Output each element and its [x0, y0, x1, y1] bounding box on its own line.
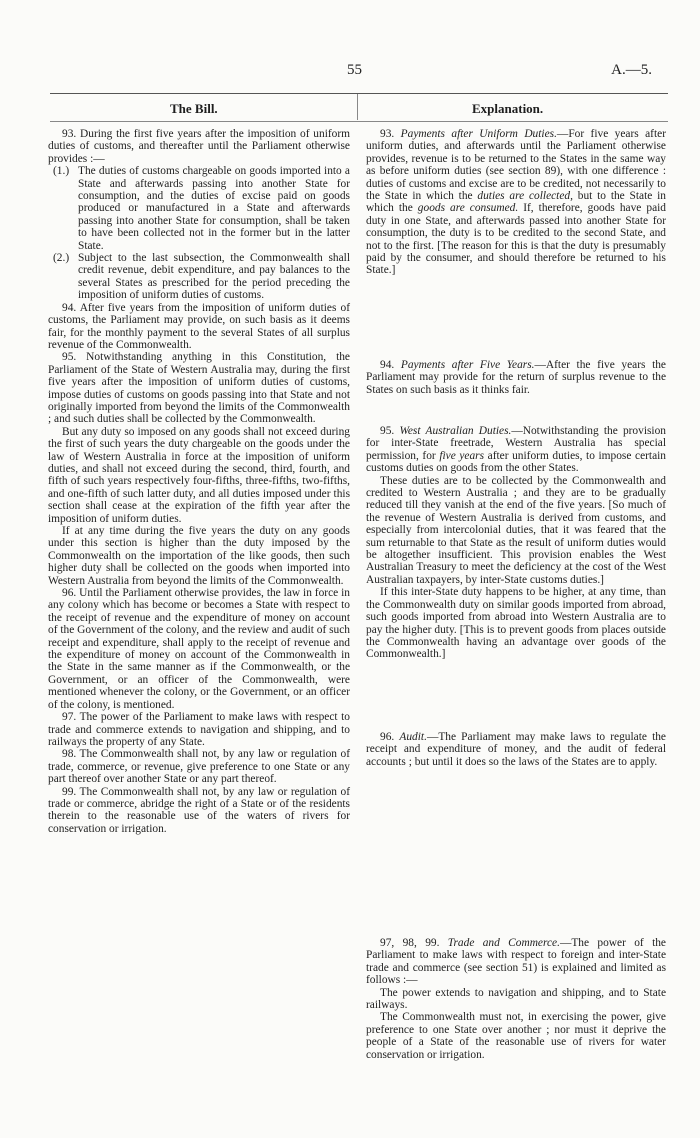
subsection-text: The duties of customs chargeable on goods imported into a State and afterwards passing into another State for consumption, and the duties of excise paid on goods produced or manufactured in a State and afterwards passing into another State for consumption, shall be taken to have been collected not in the former but in the latter State. — [78, 165, 350, 252]
explanation-heading: Payments after Uniform Duties. — [400, 128, 557, 140]
explanation-number: 95. — [380, 425, 395, 437]
explanation-95-text — [366, 425, 666, 475]
page-header — [0, 62, 700, 82]
page-number: 55 — [347, 62, 362, 78]
explanation-text: —The Parliament may make laws to regulate the receipt and expenditure of money, and the audit of federal accounts ; but until it does so the laws of the States are to apply. — [366, 731, 666, 768]
explanation-93-text — [366, 128, 666, 277]
explanation-text: —For five years after uniform duties, and afterwards until the Parliament otherwise provides, revenue is to be returned to the States in the same way as before uniform duties (see section 89), with one difference : duties of customs and excise are to be credited, not necessarily to the State in which the — [366, 128, 666, 203]
bill-section-97: 97. The power of the Parliament to make laws with respect to trade and commerce extends to navigation and shipping, and to railways the property of any State. — [48, 711, 350, 748]
bill-section-98: 98. The Commonwealth shall not, by any law or regulation of trade, commerce, or revenue, give preference to one State or any part thereof over another State or any part thereof. — [48, 748, 350, 786]
explanation-emphasis: five years — [439, 449, 485, 462]
subsection-text: Subject to the last subsection, the Commonwealth shall credit revenue, debit expenditure, and pay balances to the several States as prescribed for the period preceding the imposition of uniform duties of customs. — [78, 252, 350, 302]
explanation-number: 93. — [380, 128, 395, 140]
bill-section-99: 99. The Commonwealth shall not, by any law or regulation of trade or commerce, abridge the right of a State or of the residents therein to the reasonable use of the waters of rivers for conservation or irrigation. — [48, 785, 350, 835]
explanation-97-text — [366, 937, 666, 987]
column-title-explanation: Explanation. — [472, 101, 544, 116]
explanation-95-para-2: These duties are to be collected by the Commonwealth and credited to Western Australia ; and they are to be gradually reduced till they vanish at the end of the five years. [So much of the revenue of Western Australia is derived from customs, and especially from intercolonial duties, that it was feared that the sum returnable to that State as the result of uniform duties would be altogether insufficient. This provision enables the West Australian Treasury to meet the deficiency at the cost of the West Australian taxpayers, by inter-State customs duties.] — [366, 474, 666, 586]
explanation-number: 97, 98, 99. — [380, 937, 440, 949]
column-title-bill: The Bill. — [170, 101, 218, 116]
explanation-96-text — [366, 731, 666, 768]
column-divider — [357, 94, 358, 120]
bill-section-93: 93. During the first five years after the imposition of uniform duties of customs, and thereafter until the Parliament otherwise provides :— — [48, 128, 350, 165]
explanation-94 — [366, 359, 666, 396]
explanation-heading: Trade and Commerce. — [447, 937, 560, 949]
bill-section-96: 96. Until the Parliament otherwise provides, the law in force in any colony which has become or becomes a State with respect to the receipt of revenue and the expenditure of money on account of the Government of the colony, and the review and audit of such receipt and expenditure, shall apply to the receipt of revenue and the expenditure of money on account of the Commonwealth in the State in the same manner as if the Commonwealth, or the Government, or an officer of the Commonwealth, were mentioned whenever the colony, or the Government, or an officer of the colony, is mentioned. — [48, 587, 350, 711]
header-rule — [50, 121, 668, 122]
explanation-emphasis: goods are consumed. — [417, 202, 519, 215]
explanation-heading: West Australian Duties. — [399, 425, 512, 437]
explanation-94-text — [366, 359, 666, 396]
explanation-95 — [366, 425, 666, 661]
explanation-text: If, therefore, goods have paid duty in one State, and afterwards passed into another State for consumption, the duty is to be credited to the second State, and not to the first. [The reason for this is that the duty is presumably paid by the consumer, and should therefore be returned to his State.] — [366, 202, 666, 277]
explanation-97-99 — [366, 937, 666, 1061]
top-rule — [50, 93, 668, 94]
bill-section-94: 94. After five years from the imposition of uniform duties of customs, the Parliament may provide, on such basis as it deems fair, for the monthly payment to the several States of all surplus revenue of the Commonwealth. — [48, 301, 350, 351]
bill-subsection-93-1 — [48, 165, 350, 252]
explanation-text: —The power of the Parliament to make laws with respect to foreign and inter-State trade and commerce (see section 51) is explained and limited as follows :— — [366, 937, 666, 987]
explanation-93 — [366, 128, 666, 277]
subsection-number: (1.) — [53, 165, 70, 178]
explanation-95-para-3: If this inter-State duty happens to be higher, at any time, than the Commonwealth duty on similar goods imported from abroad, such goods imported from abroad into Western Australia are to pay the higher duty. [This is to prevent goods from places outside the Commonwealth having an advantage over goods of the Commonwealth.] — [366, 586, 666, 661]
explanation-text: after uniform duties, to impose certain customs duties on goods from the other States. — [366, 449, 666, 475]
explanation-number: 94. — [380, 359, 395, 371]
bill-column — [48, 128, 350, 835]
explanation-text: —Notwithstanding the provision for inter-State freetrade, Western Australia has special permission, for — [366, 425, 666, 462]
explanation-text: —After the five years the Parliament may provide for the return of surplus revenue to the States on such basis as it thinks fair. — [366, 359, 666, 396]
explanation-number: 96. — [380, 731, 395, 743]
explanation-heading: Audit. — [399, 731, 427, 743]
document-reference: A.—5. — [611, 62, 652, 78]
explanation-97-para-2: The power extends to navigation and shipping, and to State railways. — [366, 986, 666, 1012]
bill-subsection-93-2 — [48, 252, 350, 302]
explanation-96 — [366, 731, 666, 768]
bill-section-95: 95. Notwithstanding anything in this Constitution, the Parliament of the State of Western Australia may, during the first five years after the imposition of uniform duties of customs, impose duties of customs on goods passing into that State and not originally imported from beyond the limits of the Commonwealth ; and such duties shall be collected by the Commonwealth. — [48, 351, 350, 426]
bill-section-95-para-3: If at any time during the five years the duty on any goods under this section is higher than the duty imposed by the Commonwealth on the importation of the like goods, then such higher duty shall be collected on the goods when imported into Western Australia from beyond the limits of the Commonwealth. — [48, 525, 350, 587]
explanation-heading: Payments after Five Years. — [400, 359, 535, 371]
explanation-text: but to the State in which the — [366, 190, 666, 215]
bill-section-95-para-2: But any duty so imposed on any goods shall not exceed during the first of such years the duty chargeable on the goods under the law of Western Australia in force at the imposition of uniform duties, and shall not exceed during the second, third, fourth, and fifth of such years respectively four-fifths, three-fifths, two-fifths, and one-fifth of such latter duty, and all duties imposed under this section shall cease at the expiration of the fifth year after the imposition of uniform duties. — [48, 425, 350, 525]
explanation-97-para-3: The Commonwealth must not, in exercising the power, give preference to one State over another ; nor must it deprive the people of a State of the reasonable use of rivers for water conservation or irrigation. — [366, 1011, 666, 1061]
subsection-number: (2.) — [53, 252, 70, 265]
explanation-emphasis: duties are collected, — [477, 190, 573, 203]
